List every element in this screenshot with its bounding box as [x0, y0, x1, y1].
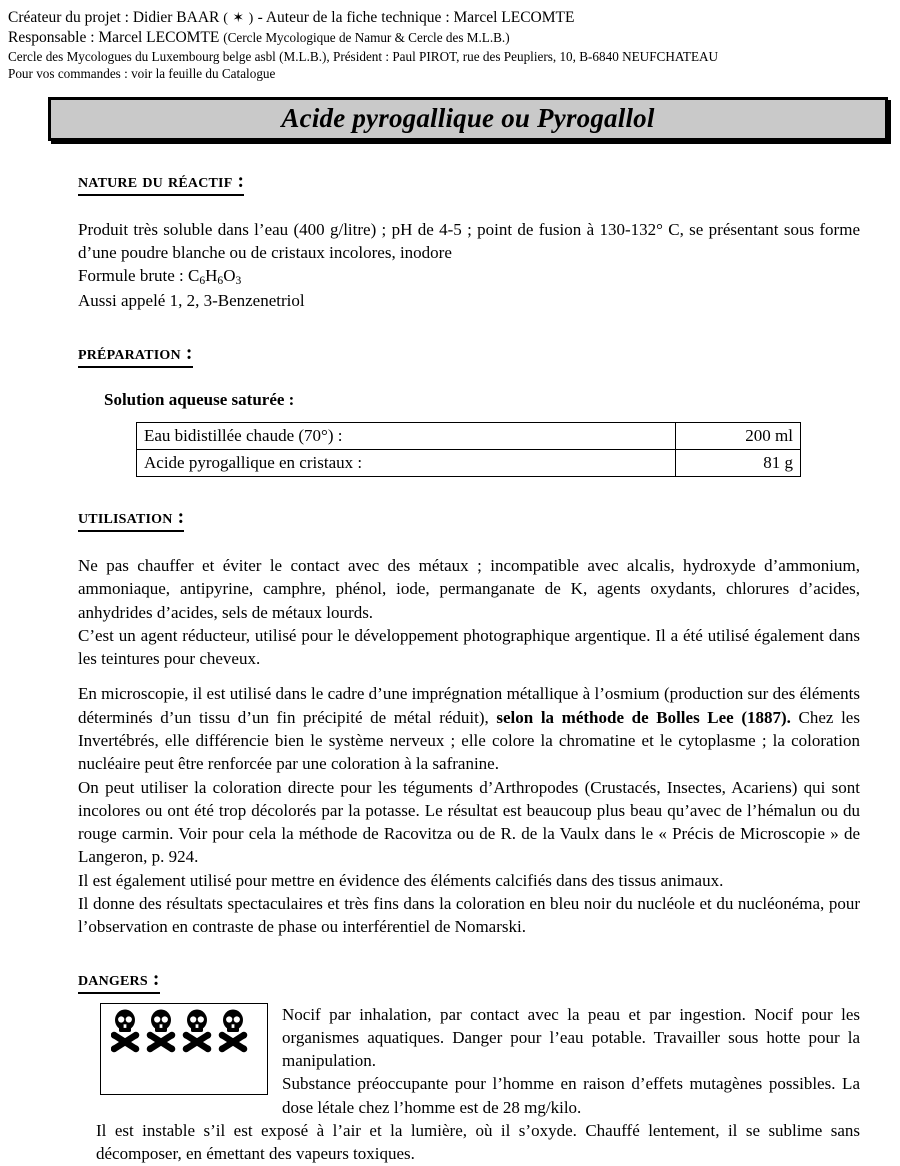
- dangers-paragraph-3: Il est instable s’il est exposé à l’air et la lumière, où il s’oxyde. Chauffé lentement, il se sublime sans décomposer, en émettant des vapeurs toxiques.: [96, 1120, 860, 1164]
- nature-paragraph: Produit très soluble dans l’eau (400 g/litre) ; pH de 4-5 ; point de fusion à 130-132° C, se présentant sous forme d’une poudre blanche ou de cristaux incolores, inodore: [78, 219, 860, 262]
- utilisation-paragraph-5: Il est également utilisé pour mettre en évidence des éléments calcifiés dans des tissus animaux.: [78, 870, 724, 890]
- formula-sub-2: 6: [217, 274, 224, 288]
- title-banner-wrapper: [48, 97, 888, 141]
- utilisation-paragraph-3: [78, 682, 860, 775]
- table-row: [137, 449, 801, 476]
- dangers-text-column: [282, 1003, 860, 1119]
- nature-formula: [78, 264, 860, 289]
- paragraph-3-pre: En microscopie, il est utilisé dans le cadre d’une imprégnation métallique à l’osmium (production sur des éléments déterminés d’un tissu d’un fin précipité de métal réduit),: [78, 684, 860, 727]
- section-heading-preparation: préparation :: [78, 343, 193, 368]
- formula-sub-1: 6: [199, 274, 206, 288]
- document-content: [78, 141, 860, 1166]
- header-line-responsable: [8, 28, 900, 48]
- dangers-paragraph-1: Nocif par inhalation, par contact avec la peau et par ingestion. Nocif pour les organismes aquatiques. Danger pour l’eau potable. Travailler sous hotte pour la manipulation.: [282, 1004, 860, 1071]
- preparation-subheading: Solution aqueuse saturée :: [104, 389, 295, 409]
- title-banner: [48, 97, 888, 141]
- header-line-cercle: Cercle des Mycologues du Luxembourg belge asbl (M.L.B.), Président : Paul PIROT, rue des Peupliers, 10, B-6840 NEUFCHATEAU: [8, 49, 719, 65]
- table-row: [137, 422, 801, 449]
- utilisation-paragraph-6: Il donne des résultats spectaculaires et très fins dans la coloration en bleu noir du nucléole et du nucléonéma, pour l’observation en contraste de phase ou interférentiel de Nomarski.: [78, 893, 860, 937]
- responsable-affiliation: (Cercle Mycologique de Namur & Cercle des M.L.B.): [223, 30, 510, 46]
- author-text: - Auteur de la fiche technique : Marcel LECOMTE: [257, 9, 575, 26]
- header-line-commandes: Pour vos commandes : voir la feuille du Catalogue: [8, 66, 276, 82]
- table-cell-value: 81 g: [676, 449, 801, 476]
- table-cell-label: Eau bidistillée chaude (70°) :: [137, 422, 676, 449]
- formula-o: O: [223, 266, 236, 286]
- section-heading-dangers: dangers :: [78, 969, 160, 994]
- section-heading-utilisation: utilisation :: [78, 507, 184, 532]
- formula-label: Formule brute : C: [78, 266, 200, 286]
- paragraph-3-post: Chez les Invertébrés, elle différencie bien le système nerveux ; elle colore la chromatine et le cytoplasme ; la coloration nucléaire peut être renforcée par une coloration à la safranine.: [78, 707, 860, 774]
- document-header: [0, 0, 900, 83]
- header-line-creator: [8, 8, 900, 28]
- creator-text: Créateur du projet : Didier BAAR: [8, 9, 220, 26]
- table-cell-label: Acide pyrogallique en cristaux :: [137, 449, 676, 476]
- nature-alias: Aussi appelé 1, 2, 3-Benzenetriol: [78, 291, 305, 311]
- formula-sub-3: 3: [235, 274, 242, 288]
- skull-row-icon: [111, 1009, 257, 1053]
- formula-h: H: [205, 266, 218, 286]
- paragraph-3-emphasis: selon la méthode de Bolles Lee (1887).: [496, 707, 791, 727]
- hazard-pictogram-box: [100, 1003, 268, 1095]
- section-heading-nature: nature du réactif :: [78, 171, 244, 196]
- responsable-text: Responsable : Marcel LECOMTE: [8, 29, 220, 47]
- asterisk-icon: ( ✶ ): [223, 11, 254, 26]
- utilisation-paragraph-2: C’est un agent réducteur, utilisé pour le développement photographique argentique. Il a été utilisé également dans les teintures pour cheveux.: [78, 625, 860, 669]
- utilisation-paragraph-1: Ne pas chauffer et éviter le contact avec des métaux ; incompatible avec alcalis, hydroxyde d’ammonium, ammoniaque, antipyrine, camphre, phénol, iode, permanganate de K, agents oxydants, chlorures d’acides, anhydrides d’acides, sels de métaux lourds.: [78, 556, 860, 622]
- dangers-paragraph-2: Substance préoccupante pour l’homme en raison d’effets mutagènes possibles. La dose létale chez l’homme est de 28 mg/kilo.: [282, 1074, 860, 1117]
- utilisation-paragraph-4: On peut utiliser la coloration directe pour les téguments d’Arthropodes (Crustacés, Insectes, Acariens) qui sont incolores ou ont été trop décolorés par la potasse. Le résultat est beaucoup plus beau qu’avec de l’hémalun ou du rouge carmin. Voir pour cela la méthode de Racovitza ou de R. de la Vaulx dans le « Précis de Microscopie » de Langeron, p. 924.: [78, 777, 860, 867]
- table-cell-value: 200 ml: [676, 422, 801, 449]
- preparation-table: [136, 422, 801, 478]
- dangers-block: [78, 1003, 860, 1119]
- skull-and-crossbones-icon: [101, 1009, 267, 1059]
- page-title: Acide pyrogallique ou Pyrogallol: [281, 103, 655, 134]
